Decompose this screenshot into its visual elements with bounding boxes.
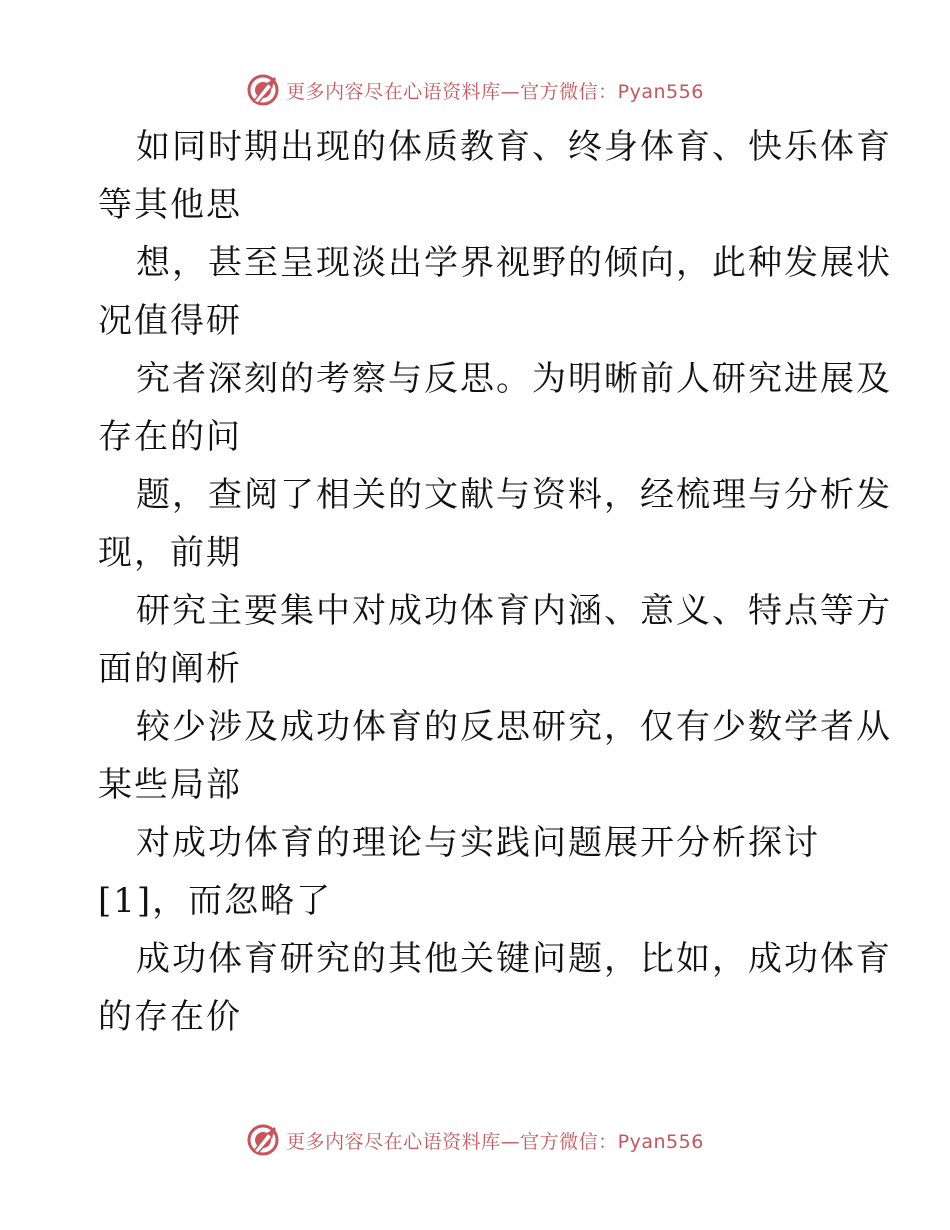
paragraph-line: 如同时期出现的体质教育、终身体育、快乐体育 (136, 127, 892, 167)
paragraph-7 (98, 814, 858, 930)
paragraph-line: 的存在价 (98, 997, 242, 1037)
paragraph-8 (98, 930, 892, 1046)
paragraph-4 (98, 466, 892, 582)
paragraph-2 (98, 234, 892, 350)
document-body (98, 118, 892, 1046)
paragraph-5 (98, 582, 892, 698)
paragraph-line: 对成功体育的理论与实践问题展开分析探讨 (136, 823, 820, 863)
paragraph-line: 究者深刻的考察与反思。为明晰前人研究进展及 (136, 359, 892, 399)
pen-nib-icon (246, 73, 280, 107)
paragraph-line: [1]，而忽略了 (98, 881, 333, 921)
paragraph-line: 存在的问 (98, 417, 242, 457)
paragraph-line: 想，甚至呈现淡出学界视野的倾向，此种发展状 (136, 243, 892, 283)
paragraph-line: 等其他思 (98, 185, 242, 225)
pen-nib-icon (246, 1123, 280, 1157)
paragraph-3 (98, 350, 892, 466)
header-banner (0, 72, 950, 108)
paragraph-line: 较少涉及成功体育的反思研究，仅有少数学者从 (136, 707, 892, 747)
paragraph-line: 况值得研 (98, 301, 242, 341)
paragraph-line: 成功体育研究的其他关键问题，比如，成功体育 (136, 939, 892, 979)
paragraph-line: 研究主要集中对成功体育内涵、意义、特点等方 (136, 591, 892, 631)
paragraph-line: 题，查阅了相关的文献与资料，经梳理与分析发 (136, 475, 892, 515)
footer-banner (0, 1122, 950, 1158)
paragraph-6 (98, 698, 892, 814)
header-banner-text: 更多内容尽在心语资料库—官方微信：Pyan556 (286, 80, 704, 103)
footer-banner-text: 更多内容尽在心语资料库—官方微信：Pyan556 (286, 1130, 704, 1153)
paragraph-line: 面的阐析 (98, 649, 242, 689)
paragraph-line: 现，前期 (98, 533, 242, 573)
paragraph-line: 某些局部 (98, 765, 242, 805)
paragraph-1 (98, 118, 892, 234)
